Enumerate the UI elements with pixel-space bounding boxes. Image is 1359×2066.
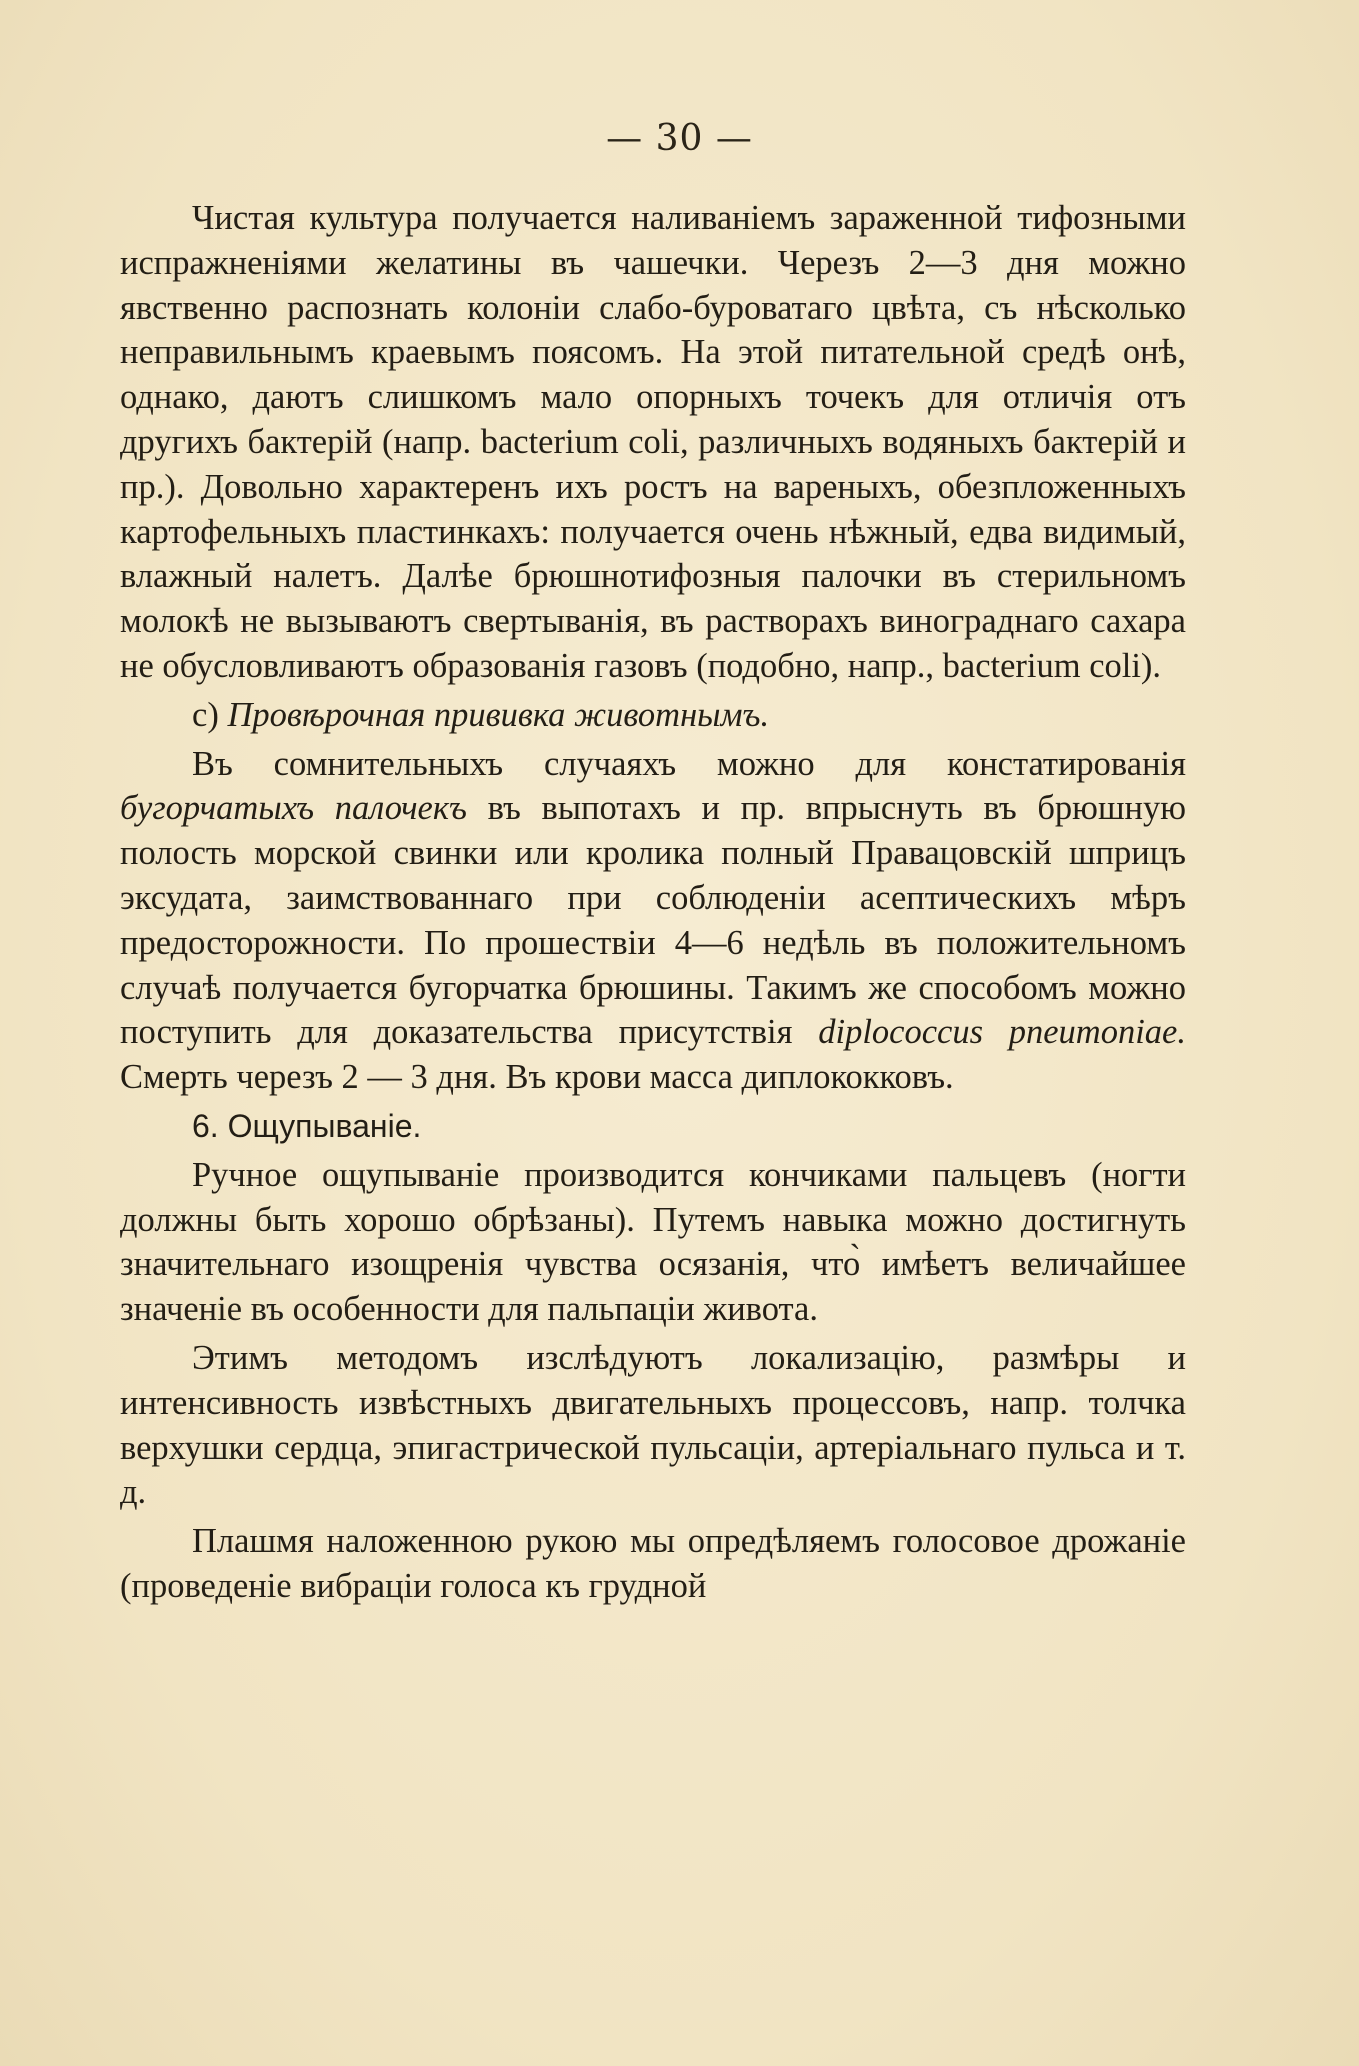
paragraph — [120, 1336, 1186, 1515]
paragraph — [120, 196, 1186, 689]
text-run: въ выпотахъ и пр. впрыснуть въ брюшную полость морской свинки или кролика полный Правацовскій шприцъ эксудата, заимствованнаго при соблюденіи асептическихъ мѣръ предосторожности. По прошествіи 4—6 недѣль въ положительномъ случаѣ получается бугорчатка брюшины. Такимъ же способомъ можно поступить для доказательства присутствія — [120, 789, 1186, 1052]
page-number: — 30 — — [606, 118, 753, 159]
paragraph — [120, 1519, 1186, 1609]
paragraph — [120, 1153, 1186, 1332]
text-run: Смерть черезъ 2 — 3 дня. Въ крови масса диплококковъ. — [120, 1058, 954, 1097]
text-run: c) — [192, 695, 228, 734]
text-run: Чистая культура получается наливаніемъ зараженной тифозными испражненіями желатины въ чашечки. Черезъ 2—3 дня можно явственно распознать колоніи слабо-буроватаго цвѣта, съ нѣсколько неправильнымъ краевымъ поясомъ. На этой питательной средѣ онѣ, однако, даютъ слишкомъ мало опорныхъ точекъ для отличія отъ другихъ бактерій (напр. bacterium coli, различныхъ водяныхъ бактерій и пр.). Довольно характеренъ ихъ ростъ на вареныхъ, обезпложенныхъ картофельныхъ пластинкахъ: получается очень нѣжный, едва видимый, влажный налетъ. Далѣе брюшнотифозныя палочки въ стерильномъ молокѣ не вызываютъ свертыванія, въ растворахъ винограднаго сахара не обусловливаютъ образованія газовъ (подобно, напр., bacterium coli). — [120, 199, 1186, 685]
italic-text: diplococcus pneumoniae. — [818, 1013, 1186, 1052]
paragraph — [120, 742, 1186, 1100]
text-run: Ручное ощупываніе производится кончиками пальцевъ (ногти должны быть хорошо обрѣзаны). Путемъ навыка можно достигнуть значительнаго изощренія чувства осязанія, что̀ имѣетъ величайшее значеніе въ особенности для пальпаціи живота. — [120, 1155, 1186, 1329]
text-run: 6. Ощупываніе. — [192, 1107, 422, 1144]
page-text — [120, 196, 1186, 1613]
section-heading — [120, 1104, 1186, 1149]
text-run: Этимъ методомъ изслѣдуютъ локализацію, размѣры и интенсивность извѣстныхъ двигательныхъ процессовъ, напр. толчка верхушки сердца, эпигастрической пульсаціи, артеріальнаго пульса и т. д. — [120, 1338, 1186, 1512]
italic-text: Провѣрочная прививка животнымъ. — [227, 695, 770, 734]
italic-text: бугорчатыхъ палочекъ — [120, 789, 467, 828]
subsection-heading — [120, 693, 1186, 738]
text-run: Плашмя наложенною рукою мы опредѣляемъ голосовое дрожаніе (проведеніе вибраціи голоса къ грудной — [120, 1522, 1186, 1605]
text-run: Въ сомнительныхъ случаяхъ можно для констатированія — [192, 744, 1186, 783]
